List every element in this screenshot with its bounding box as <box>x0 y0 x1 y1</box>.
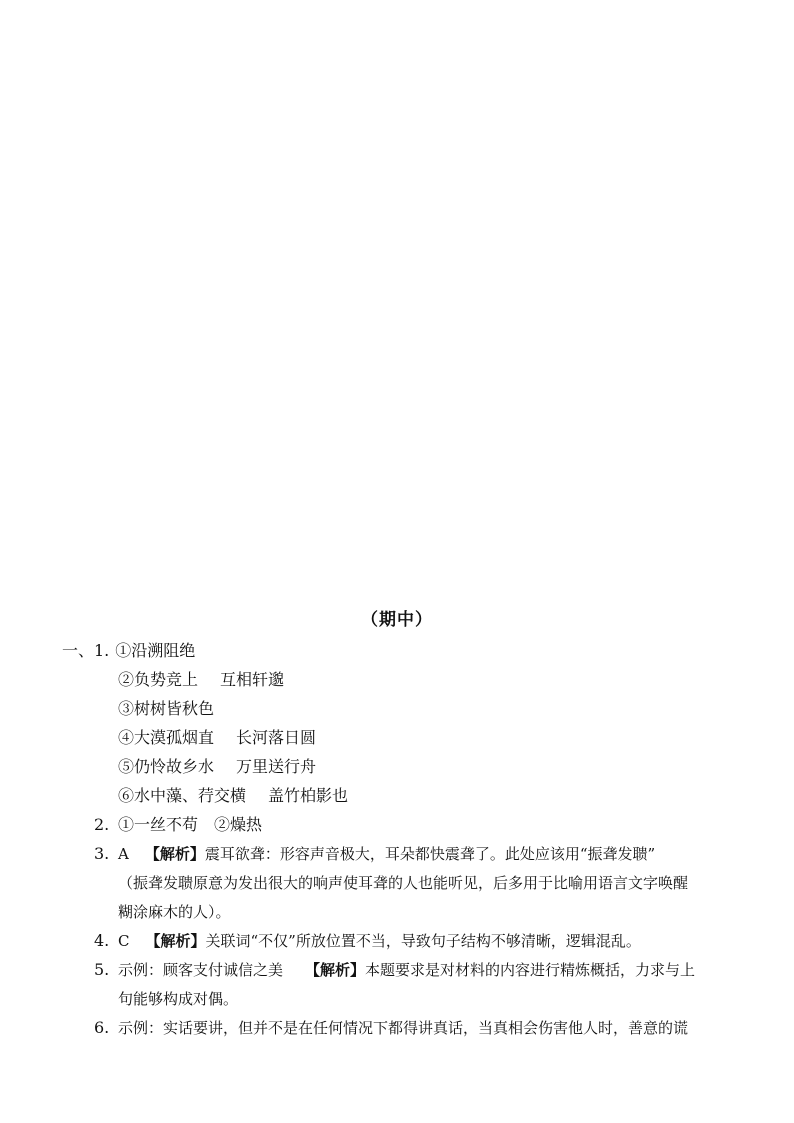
q1-line-b <box>118 669 284 691</box>
q3-line-2: （振聋发聩原意为发出很大的响声使耳聋的人也能听见，后多用于比喻用语言文字唤醒 <box>118 874 689 892</box>
q1-line-e <box>118 756 316 778</box>
q2-number: 2. <box>94 815 110 834</box>
q6-line-1: 示例：实话要讲，但并不是在任何情况下都得讲真话，当真相会伤害他人时，善意的谎 <box>118 1019 689 1037</box>
q1-answer-c: ③树树皆秋色 <box>118 699 215 718</box>
q1-answer-e2: 万里送行舟 <box>236 757 317 776</box>
q3-number: 3. <box>94 844 110 863</box>
q1-answer-a: ①沿溯阻绝 <box>115 641 196 660</box>
q4-analysis-text-1: 关联词“不仅”所放位置不当，导致句子结构不够清晰，逻辑混乱。 <box>205 932 641 950</box>
q1-line-a <box>62 640 195 662</box>
q1-answer-d2: 长河落日圆 <box>236 728 317 747</box>
q5-line-2: 句能够构成对偶。 <box>118 990 239 1008</box>
q3-analysis-text-1: 震耳欲聋：形容声音极大，耳朵都快震聋了。此处应该用“振聋发聩” <box>204 845 656 863</box>
q1-line-c <box>118 698 214 720</box>
q3-line-3: 糊涂麻木的人）。 <box>118 903 231 921</box>
q3-line-1 <box>118 843 655 865</box>
q1-answer-e1: ⑤仍怜故乡水 <box>118 757 215 776</box>
q1-line-f <box>118 785 348 807</box>
q4-line-1 <box>118 930 641 952</box>
q5-analysis-tag: 【解析】 <box>305 961 366 979</box>
q1-answer-d1: ④大漠孤烟直 <box>118 728 215 747</box>
q5-analysis-text-1: 本题要求是对材料的内容进行精炼概括，力求与上 <box>365 961 696 979</box>
q4-analysis-tag: 【解析】 <box>145 932 206 950</box>
q6-number: 6. <box>94 1018 110 1037</box>
q3-answer: A <box>118 845 129 863</box>
section-title: （期中） <box>361 610 433 630</box>
section-prefix: 一、1. <box>62 641 110 660</box>
q3-analysis-tag: 【解析】 <box>144 845 205 863</box>
q2-answer-b: ②燥热 <box>214 815 263 834</box>
q1-answer-f1: ⑥水中藻、荇交横 <box>118 786 247 805</box>
q5-number: 5. <box>94 960 110 979</box>
q5-answer: 示例：顾客支付诚信之美 <box>118 961 284 979</box>
q1-line-d <box>118 727 316 749</box>
q2-answer-a: ①一丝不苟 <box>118 815 199 834</box>
q1-answer-b2: 互相轩邈 <box>220 670 285 689</box>
q1-answer-b1: ②负势竞上 <box>118 670 199 689</box>
q1-answer-f2: 盖竹柏影也 <box>268 786 349 805</box>
q5-line-1 <box>118 959 695 981</box>
q4-number: 4. <box>94 931 110 950</box>
q2-answer <box>118 814 262 836</box>
q4-answer: C <box>118 932 130 950</box>
